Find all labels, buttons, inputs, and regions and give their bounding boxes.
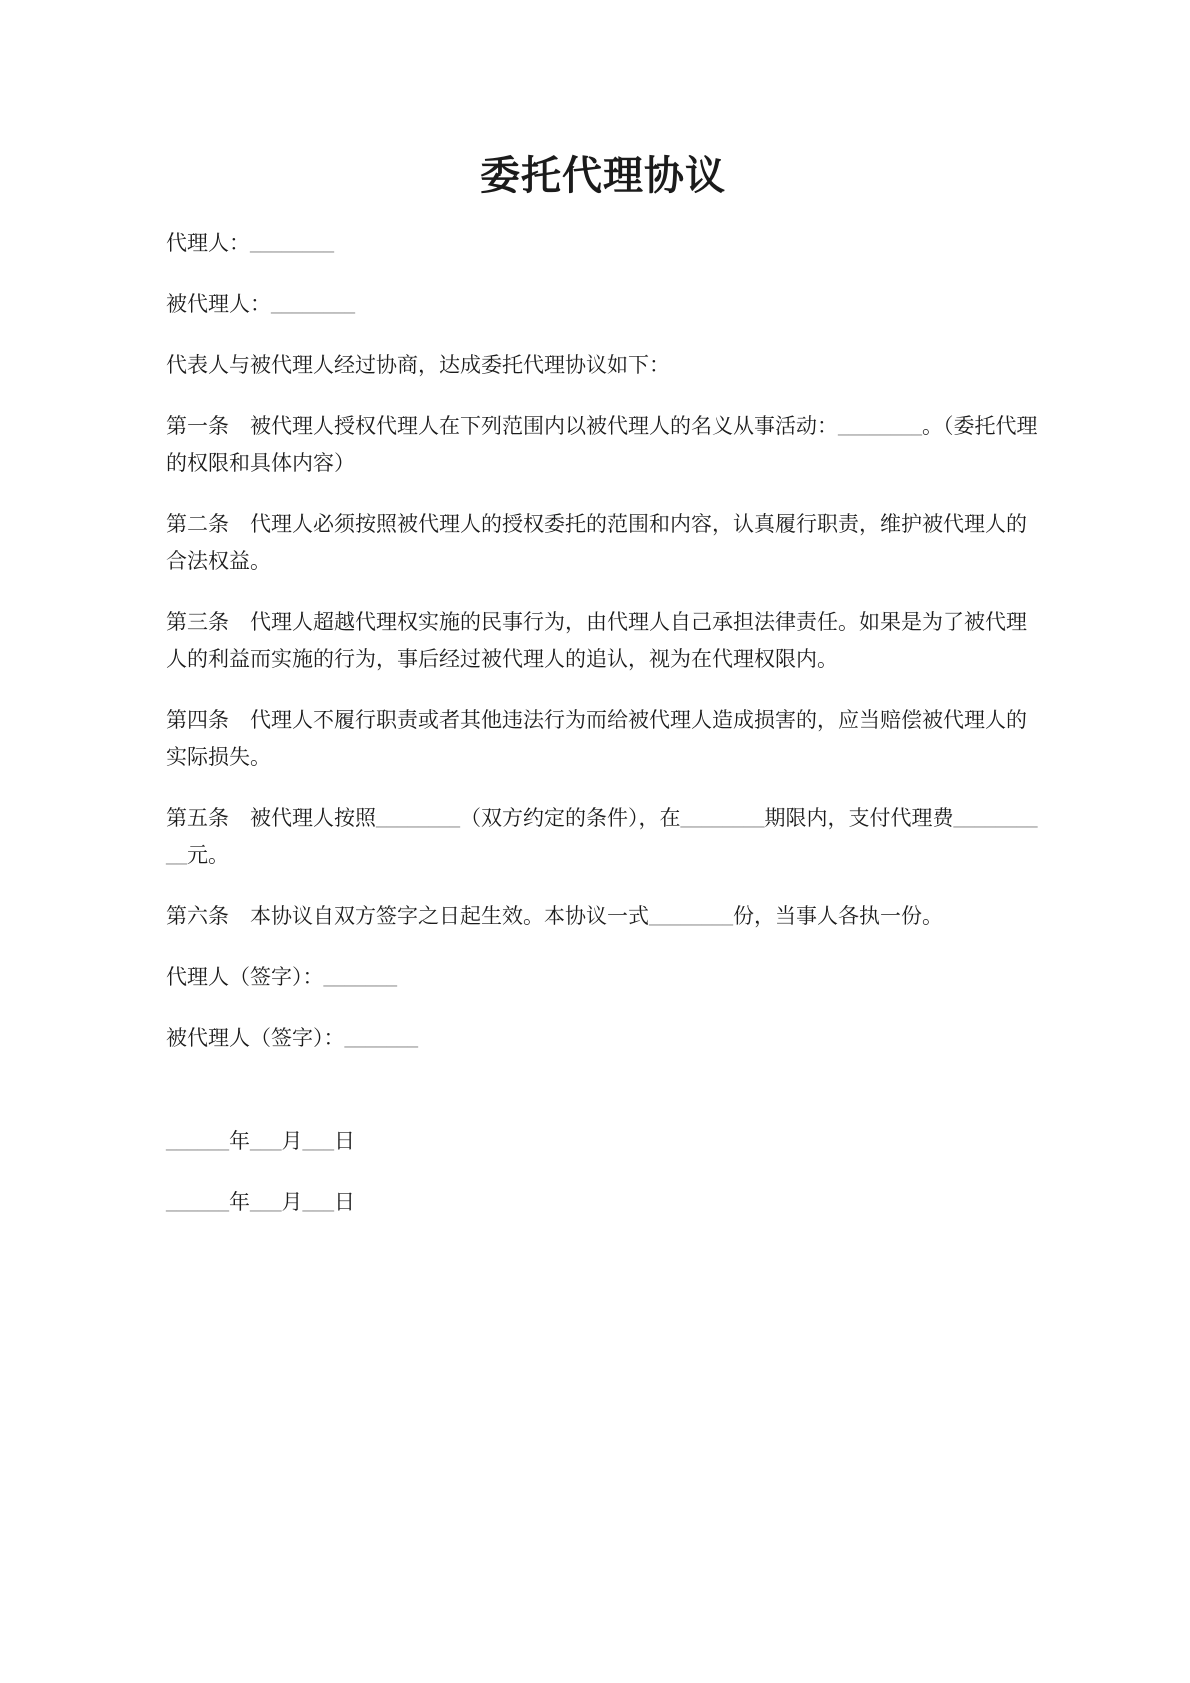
text-run: 第五条 被代理人按照 <box>166 806 376 830</box>
text-run: 被代理人： <box>166 292 271 316</box>
agent-name-line <box>166 225 1040 262</box>
blank-field: ________ <box>680 806 765 830</box>
text-run: 第四条 代理人不履行职责或者其他违法行为而给被代理人造成损害的，应当赔偿被代理人的实际损失。 <box>166 708 1027 769</box>
article-1 <box>166 408 1040 482</box>
article-5 <box>166 800 1040 874</box>
blank-field: ___ <box>250 1129 282 1153</box>
text-run: 元。 <box>187 843 229 867</box>
text-run: 第三条 代理人超越代理权实施的民事行为，由代理人自己承担法律责任。如果是为了被代理人的利益而实施的行为，事后经过被代理人的追认，视为在代理权限内。 <box>166 610 1027 671</box>
agent-signature-line <box>166 959 1040 996</box>
blank-field: ___ <box>302 1190 334 1214</box>
blank-field: ______ <box>166 1190 229 1214</box>
principal-signature-line <box>166 1020 1040 1057</box>
text-run: 第六条 本协议自双方签字之日起生效。本协议一式 <box>166 904 649 928</box>
blank-field: _______ <box>344 1026 418 1050</box>
article-2 <box>166 506 1040 580</box>
blank-field: ______ <box>166 1129 229 1153</box>
blank-field: ___ <box>250 1190 282 1214</box>
text-run: （双方约定的条件），在 <box>460 806 681 830</box>
blank-field: ________ <box>649 904 733 928</box>
article-6 <box>166 898 1040 935</box>
text-run: 第一条 被代理人授权代理人在下列范围内以被代理人的名义从事活动： <box>166 414 838 438</box>
blank-field: ________ <box>838 414 922 438</box>
blank-field: ________ <box>271 292 355 316</box>
article-4 <box>166 702 1040 776</box>
text-run: 日 <box>334 1129 355 1153</box>
blank-field: _______ <box>323 965 397 989</box>
text-run: 月 <box>281 1129 303 1153</box>
text-run: 期限内，支付代理费 <box>764 806 954 830</box>
text-run: 日 <box>334 1190 355 1214</box>
text-run: 年 <box>229 1129 250 1153</box>
article-3 <box>166 604 1040 678</box>
preamble <box>166 347 1040 384</box>
date-line-2 <box>166 1184 1040 1221</box>
blank-field: ________ <box>376 806 460 830</box>
text-run: 被代理人（签字）： <box>166 1026 345 1050</box>
text-run: 年 <box>229 1190 250 1214</box>
text-run: 。（委托代理的权限和具体内容） <box>166 414 1038 475</box>
principal-name-line <box>166 286 1040 323</box>
blank-field: ________ <box>250 231 334 255</box>
document-title: 委托代理协议 <box>480 153 726 198</box>
text-run: 代理人（签字）： <box>166 965 324 989</box>
text-run: 份，当事人各执一份。 <box>733 904 943 928</box>
blank-field: ___ <box>302 1129 334 1153</box>
date-line-1 <box>166 1123 1040 1160</box>
document-body <box>166 225 1040 1221</box>
text-run: 第二条 代理人必须按照被代理人的授权委托的范围和内容，认真履行职责，维护被代理人的合法权益。 <box>166 512 1027 573</box>
text-run: 代表人与被代理人经过协商，达成委托代理协议如下： <box>166 353 670 377</box>
blank-field: __________ <box>166 806 1038 867</box>
text-run: 代理人： <box>166 231 250 255</box>
text-run: 月 <box>281 1190 303 1214</box>
